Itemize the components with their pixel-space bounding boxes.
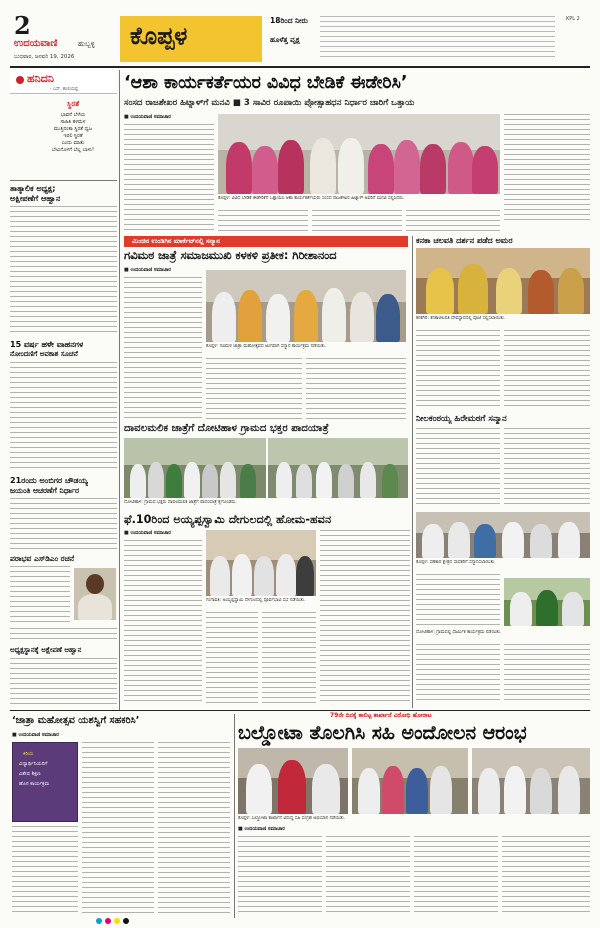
- sidebar-story1-text: [10, 206, 117, 336]
- homa-col4: [320, 530, 410, 704]
- bottom-ad-box: [12, 742, 78, 822]
- bottom-headline: ಬಲ್ಡೋಟಾ ತೊಲಗಿಸಿ ಸಹಿ ಅಂದೋಲನ ಆರಂಭ: [238, 722, 527, 744]
- sidebar-story1-head2: ಅಕ್ಷೀಪಣೆಗೆ ಆಹ್ವಾನ: [10, 194, 61, 203]
- masthead: [0, 0, 600, 66]
- bottom-col3: [414, 836, 498, 916]
- poem-line: ಮುತ್ತಿನಂತಾ ಸ್ಥಿರತೆ ಧ್ವಜ: [53, 126, 93, 132]
- guru-headline: ಗವಿಮಠ ಜಾತ್ರೆ ಸಮಾಜಮುಖಿ ಕಳಕಳಿ ಪ್ರತೀಕ: ಗಿರೀಶಾನಂದ: [124, 249, 337, 262]
- guru-col3: [306, 358, 406, 420]
- right-col-d: [504, 428, 590, 508]
- right-photo2: [416, 512, 590, 558]
- bottom-left-byline: ■ ಉದಯವಾಣಿ ಸಮಾಚಾರ: [12, 732, 59, 738]
- center-divider: [412, 236, 413, 708]
- right-col-e: [416, 574, 500, 628]
- lead-caption: ಕೊಪ್ಪಳ: ವಿವಿಧ ಬೇಡಿಕೆ ಈಡೇರಿಕೆಗೆ ಒತ್ತಾಯಿಸಿ ಆಶಾ ಕಾರ್ಯಕರ್ತೆಯರು ಸಂಸದ ರಾಜಶೇಖರ ಹಿಟ್ನಾಳ್ ಅವರಿಗೆ ಮನವಿ ಸಲ್ಲಿಸಿದರು.: [218, 196, 405, 201]
- haniadani-title: ಹನಿದನಿ: [27, 72, 54, 85]
- right-caption2: ಕೊಪ್ಪಳ: ಸಹಕಾರ ಕ್ಷೇತ್ರದ ಸಾಧಕರಿಗೆ ಸನ್ಮಾನಿಸಲಾಯಿತು.: [416, 560, 496, 565]
- homa-col3: [262, 612, 316, 704]
- padayatra-photo: [124, 438, 266, 498]
- sidebar-story5-head: ಅಧ್ಯಕ್ಷಸ್ಥಾನಕ್ಕೆ ಅಕ್ಷೇಪಣೆ ಆಹ್ವಾನ: [10, 646, 82, 654]
- haniadani-banner: [10, 70, 117, 94]
- sidebar-story3-head: 21ರಂದು ಅಂಬಿಗರ ಚೌಡಯ್ಯ: [10, 476, 89, 485]
- lead-col1: [124, 124, 214, 232]
- guru-col2: [206, 358, 302, 420]
- bottom-col4: [502, 836, 590, 916]
- sidebar-story2-head: 15 ವರ್ಷ ಹಳೇ ವಾಹನಗಳ: [10, 340, 84, 349]
- guru-kicker: ಮಿಂಚಿನ ಉಂಡಿಗಿನ ಮಾರ್ಕೆಟ್‌ನಲ್ಲಿ ಸನ್ಮಾನ: [132, 237, 220, 245]
- sidebar: [10, 70, 117, 710]
- padayatra-headline: ದಾವಲಮಲಿಕ ಜಾತ್ರೆಗೆ ದೋಟಿಹಾಳ ಗ್ರಾಮದ ಭಕ್ತರ ಪಾದಯಾತ್ರೆ: [124, 423, 329, 434]
- page-code: KPL 2: [566, 16, 580, 22]
- sidebar-story5-text: [10, 658, 117, 706]
- lead-byline: ■ ಉದಯವಾಣಿ ಸಮಾಚಾರ: [124, 114, 171, 120]
- ad-line: ಹೊಸ ಕಾರ್ಯಕ್ರಮ: [19, 781, 50, 787]
- poem-line: ಎಂದು ಮಾತು: [61, 140, 85, 146]
- poem-line: ಬೇವಿನೊಳಗೆ ಬೆಲ್ಲ ಬಾಳು!: [51, 147, 95, 153]
- sidebar-story1-head: ತಾತ್ಕಾಲಿಕ ಅಧ್ಯಕ್ಷ;: [10, 184, 56, 193]
- paper-name: ಉದಯವಾಣಿ: [14, 38, 58, 49]
- homa-caption: ಗಂಗಾವತಿ: ಅಯ್ಯಪ್ಪಸ್ವಾಮಿ ದೇಗುಲದಲ್ಲಿ ಪೂರ್ವಭಾವಿ ಸಭೆ ನಡೆಯಿತು.: [206, 598, 306, 603]
- lead-col3: [312, 210, 402, 234]
- sidebar-story3-head2: ಜಯಂತಿ ಆಚರಣೆಗೆ ನಿರ್ಧಾರ: [10, 486, 79, 495]
- poem-line: ಸಾಹಿತಿ ತಳಮಳ: [60, 119, 86, 125]
- bottom-left-col1: [12, 826, 78, 916]
- bottom-col1: [238, 836, 322, 916]
- right-caption1: ಕನಕಗಿರಿ: ಕನಕಾಚಲಪತಿ ದೇವಸ್ಥಾನದಲ್ಲಿ ಪೂಜೆ ಸಲ್ಲಿಸಲಾಯಿತು.: [416, 316, 506, 321]
- district-title: ಕೊಪ್ಪಳ: [130, 22, 188, 50]
- right-col-g: [504, 644, 590, 704]
- ad-line: ಕಿರಿಯ: [23, 751, 34, 757]
- bottom-caption: ಕೊಪ್ಪಳ: ಬಲ್ಡೋಟಾ ಕಾರ್ಖಾನೆ ವಿರುದ್ಧ ಸಹಿ ಸಂಗ್ರಹ ಅಭಿಯಾನ ನಡೆಯಿತು.: [238, 816, 346, 821]
- right-caption3: ದೋಟಿಹಾಳ: ಗ್ರಾಮದಲ್ಲಿ ಧಾರ್ಮಿಕ ಕಾರ್ಯಕ್ರಮ ನಡೆಯಿತು.: [416, 630, 502, 635]
- masthead-rule: [10, 66, 590, 68]
- top-brief-head: 18ರಿಂದ ನೀರು: [270, 16, 308, 25]
- right-col-c: [416, 428, 500, 508]
- bottom-divider: [234, 714, 235, 918]
- top-brief-text: [320, 16, 555, 58]
- right-col-a: [416, 330, 500, 410]
- district-title-box: [120, 16, 262, 62]
- guru-byline: ■ ಉದಯವಾಣಿ ಸಮಾಚಾರ: [124, 267, 171, 273]
- page-number: 2: [14, 11, 31, 40]
- sidebar-story4-text2: [10, 628, 117, 642]
- poem-line: ಇರಲಿ ಸ್ಥಿರತೆ: [63, 133, 83, 139]
- homa-headline: ಫೆ.10ರಿಂದ ಅಯ್ಯಪ್ಪಸ್ವಾಮಿ ದೇಗುಲದಲ್ಲಿ ಹೋಮ-ಹವನ: [124, 513, 332, 526]
- padayatra-caption: ದೋಟಿಹಾಳ: ಗ್ರಾಮದ ಭಕ್ತರು ದಾವಲಮಲಿಕ ಜಾತ್ರೆಗೆ ಪಾದಯಾತ್ರೆ ಕೈಗೊಂಡರು.: [124, 500, 237, 505]
- divider: [10, 180, 117, 181]
- ad-line: ವಿದ್ಯಾರ್ಥಿನಿಯರಿಗೆ: [19, 761, 48, 767]
- padayatra-photo-2: [268, 438, 408, 498]
- bottom-byline: ■ ಉದಯವಾಣಿ ಸಮಾಚಾರ: [238, 826, 285, 832]
- bottom-left-col2: [82, 742, 154, 916]
- poem-block: [30, 100, 116, 154]
- bottom-kicker: 79ನೇ ದಿನಕ್ಕೆ ಕಾಲಿಟ್ಟ ಕಾರ್ಖಾನೆ ವಿರೋಧಿ ಹೋರಾಟ: [330, 712, 432, 719]
- right-head1: ಕನಕಾ ಚಲವತಿ ದರ್ಶನ ಪಡೆದ ಅಮರ: [416, 236, 513, 245]
- poem-title: ಸ್ಥಿರತೆ: [66, 100, 80, 108]
- date-line: ಬುಧವಾರ, ಜನವರಿ 19, 2026: [14, 54, 75, 60]
- bottom-photo2: [352, 748, 468, 814]
- sidebar-portrait: [74, 568, 116, 620]
- homa-col2: [206, 612, 258, 704]
- color-registration-marks: [96, 918, 166, 924]
- bottom-rule: [10, 710, 590, 711]
- guru-caption: ಕೊಪ್ಪಳ: ಗವಿಮಠ ಜಾತ್ರಾ ಮಹೋತ್ಸವದ ಅಂಗವಾಗಿ ಸನ್ಮಾನ ಕಾರ್ಯಕ್ರಮ ನಡೆಯಿತು.: [206, 344, 327, 349]
- top-brief-sub: ಹೂಳೆತ್ತ ವೃಕ್ಷ: [270, 36, 300, 44]
- sidebar-divider: [119, 70, 120, 710]
- right-photo1: [416, 248, 590, 314]
- bottom-left-headline: ‘ಜಾತ್ರಾ ಮಹೋತ್ಸವ ಯಶಸ್ವಿಗೆ ಸಹಕರಿಸಿ’: [12, 715, 140, 726]
- bottom-photo3: [472, 748, 590, 814]
- poem-line: ಭಾವನೆ ಬೆಳೆಯ: [60, 112, 86, 118]
- sidebar-story2-text: [10, 362, 117, 472]
- haniadani-dot: [16, 76, 24, 84]
- lead-col4: [406, 210, 500, 234]
- sidebar-story2-head2: ನೋಂದಣಿಗೆ ಅವಕಾಶ ಸೂಚನೆ: [10, 350, 78, 358]
- right-col-f: [416, 644, 500, 704]
- homa-col1: [124, 540, 202, 704]
- guru-photo: [206, 270, 406, 342]
- bottom-left-col3: [158, 742, 230, 916]
- lead-col5: [504, 114, 590, 224]
- right-photo3: [504, 578, 590, 626]
- right-head2: ನೀಲಕಂಠಯ್ಯ ಹಿರೇಮಠಗೆ ಸನ್ಮಾನ: [416, 414, 507, 424]
- guru-col1: [124, 277, 202, 419]
- sidebar-story3-text: [10, 498, 117, 550]
- lead-headline: ‘ಆಶಾ ಕಾರ್ಯಕರ್ತೆಯರ ವಿವಿಧ ಬೇಡಿಕೆ ಈಡೇರಿಸಿ’: [124, 73, 408, 93]
- sidebar-story4-text: [10, 566, 70, 626]
- haniadani-author: - ಎಸ್. ಹುಲಿಯಪ್ಪ: [50, 87, 79, 92]
- homa-byline: ■ ಉದಯವಾಣಿ ಸಮಾಚಾರ: [124, 530, 171, 536]
- right-col-b: [504, 330, 590, 410]
- sidebar-story4-head: ಪರಾಭವ ಎಸ್‌ಡಿಎಂ ರಚನೆ: [10, 554, 75, 563]
- lead-subhead: ಸಂಸದ ರಾಜಶೇಖರ ಹಿಟ್ನಾಳ್‌ಗೆ ಮನವಿ ■ 3 ಸಾವಿರ ರೂಪಾಯಿ ಪ್ರೋತ್ಸಾಹಧನ ನಿರ್ಧಾರ ಜಾರಿಗೆ ಒತ್ತಾಯ: [124, 98, 415, 108]
- lead-photo: [218, 114, 500, 194]
- bottom-col2: [326, 836, 410, 916]
- edition-tag: ಹುಬ್ಬಳ್ಳಿ: [78, 40, 95, 48]
- lead-col2: [218, 210, 308, 234]
- bottom-photo1: [238, 748, 348, 814]
- ad-line: ವಿಶೇಷ ಶಿಕ್ಷಣ: [19, 771, 41, 777]
- guru-kicker-bar: [124, 236, 408, 247]
- homa-photo: [206, 530, 316, 596]
